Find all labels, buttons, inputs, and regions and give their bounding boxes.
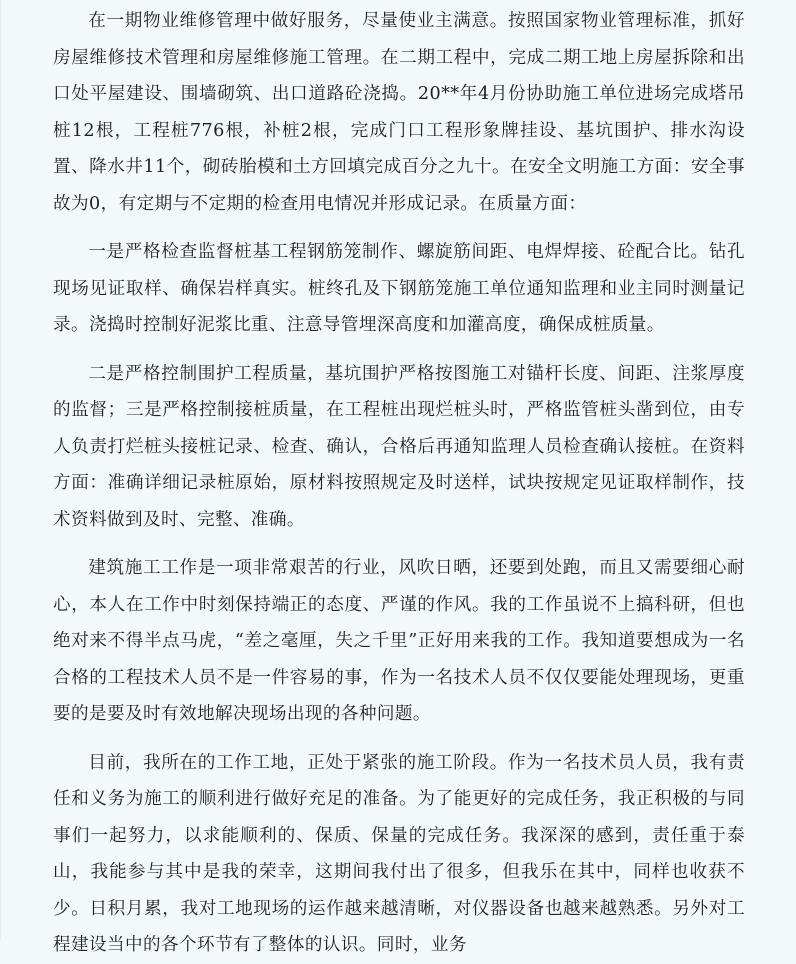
paragraph-retaining-and-records: 二是严格控制围护工程质量，基坑围护严格按图施工对锚杆长度、间距、注浆厚度的监督；三是严格控制接桩质量，在工程桩出现烂桩头时，严格监管桩头凿到位，由专人负责打烂桩头接桩记录、检查、确认，合格后再通知监理人员检查确认接桩。在资料方面：准确详细记录桩原始，原材料按照规定及时送样，试块按规定见证取样制作，技术资料做到及时、完整、准确。 — [53, 363, 745, 530]
document-body — [53, 3, 745, 964]
paragraph-pile-quality-control: 一是严格检查监督桩基工程钢筋笼制作、螺旋筋间距、电焊焊接、砼配合比。钻孔现场见证取样、确保岩样真实。桩终孔及下钢筋笼施工单位通知监理和业主同时测量记录。浇捣时控制好泥浆比重、注意导管埋深高度和加灌高度，确保成桩质量。 — [53, 242, 745, 335]
paragraph-current-work: 目前，我所在的工作工地，正处于紧张的施工阶段。作为一名技术员人员，我有责任和义务为施工的顺利进行做好充足的准备。为了能更好的完成任务，我正积极的与同事们一起努力，以求能顺利的、保质、保量的完成任务。我深深的感到，责任重于泰山，我能参与其中是我的荣幸，这期间我付出了很多，但我乐在其中，同样也收获不少。日积月累，我对工地现场的运作越来越清晰，对仪器设备也越来越熟悉。另外对工程建设当中的各个环节有了整体的认识。同时，业务 — [53, 752, 745, 955]
paragraph-maintenance-and-phase-two: 在一期物业维修管理中做好服务，尽量使业主满意。按照国家物业管理标准，抓好房屋维修技术管理和房屋维修施工管理。在二期工程中，完成二期工地上房屋拆除和出口处平屋建设、围墙砌筑、出口道路砼浇捣。20**年4月份协助施工单位进场完成塔吊桩12根，工程桩776根，补桩2根，完成门口工程形象牌挂设、基坑围护、排水沟设置、降水井11个，砌砖胎模和土方回填完成百分之九十。在安全文明施工方面：安全事故为0，有定期与不定期的检查用电情况并形成记录。在质量方面： — [53, 11, 745, 214]
paragraph-work-attitude: 建筑施工工作是一项非常艰苦的行业，风吹日晒，还要到处跑，而且又需要细心耐心，本人在工作中时刻保持端正的态度、严谨的作风。我的工作虽说不上搞科研，但也绝对来不得半点马虎，“差之毫厘，失之千里”正好用来我的工作。我知道要想成为一名合格的工程技术人员不是一件容易的事，作为一名技术人员不仅仅要能处理现场，更重要的是要及时有效地解决现场出现的各种问题。 — [53, 558, 745, 724]
